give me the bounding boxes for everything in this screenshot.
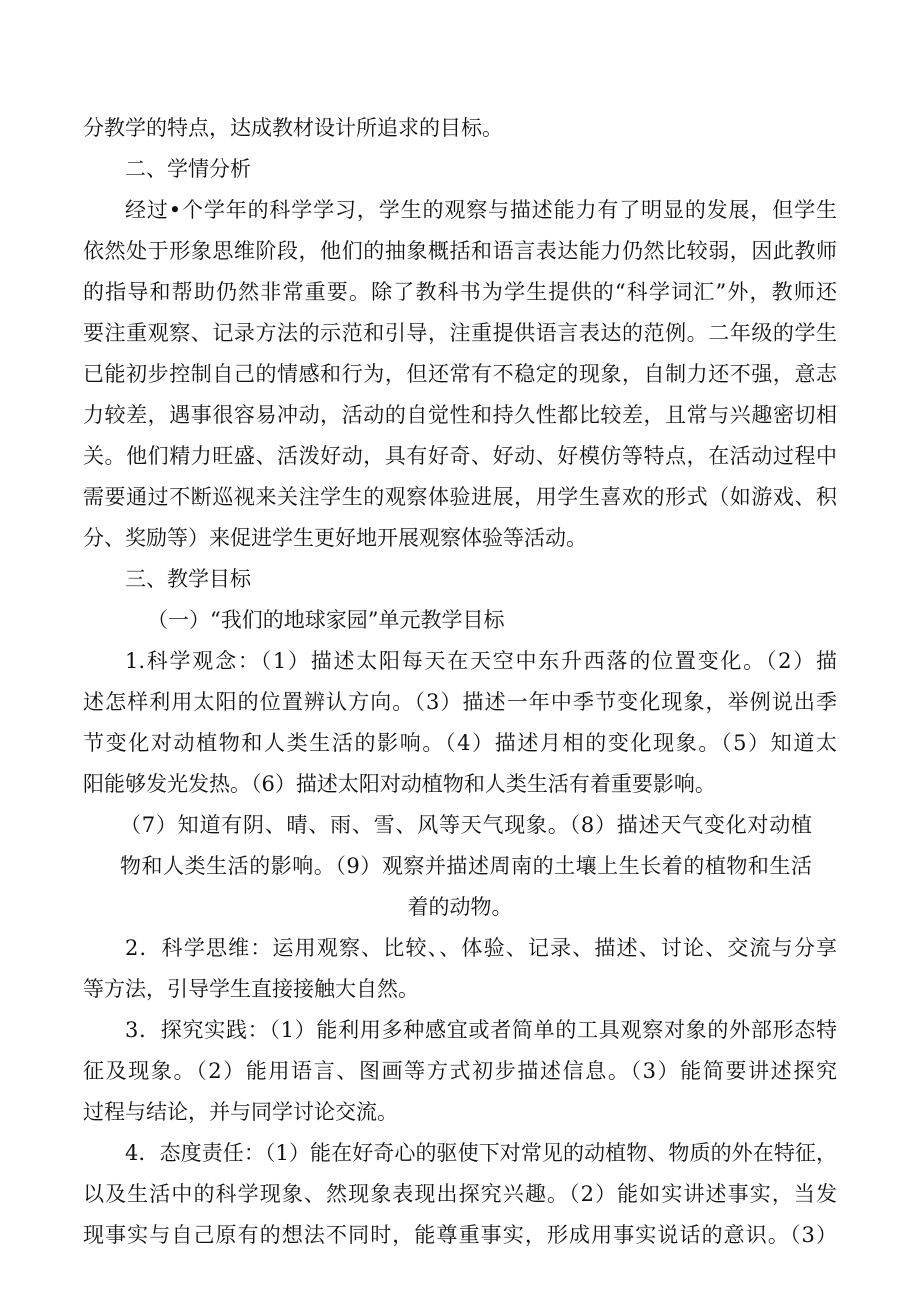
paragraph-line: 征及现象。（2）能用语言、图画等方式初步描述信息。（3）能简要讲述探究 (83, 1059, 837, 1083)
paragraph-line: 的指导和帮助仍然非常重要。除了教科书为学生提供的“科学词汇”外，教师还 (83, 280, 837, 304)
paragraph-line: 3．探究实践：（1）能利用多种感宜或者简单的工具观察对象的外部形态特 (125, 1018, 837, 1042)
paragraph-line: 节变化对动植物和人类生活的影响。（4）描述月相的变化现象。（5）知道太 (83, 731, 837, 755)
paragraph-line: （7）知道有阴、晴、雨、雪、风等天气现象。（8）描述天气变化对动植 (120, 813, 812, 837)
paragraph-line: 着的动物。 (407, 895, 513, 919)
paragraph-line: 现事实与自己原有的想法不同时，能尊重事实，形成用事实说话的意识。（3） (83, 1223, 837, 1247)
paragraph-line: 2．科学思维：运用观察、比较、、体验、记录、描述、讨论、交流与分享 (125, 936, 837, 960)
paragraph-line: 分、奖励等）来促进学生更好地开展观察体验等活动。 (83, 526, 587, 550)
paragraph-line: 经过•个学年的科学学习，学生的观察与描述能力有了明显的发展，但学生 (125, 198, 837, 222)
paragraph-line: 以及生活中的科学现象、然现象表现出探究兴趣。（2）能如实讲述事实，当发 (83, 1182, 837, 1206)
paragraph-line: 要注重观察、记录方法的示范和引导，注重提供语言表达的范例。二年级的学生 (83, 321, 837, 345)
paragraph-line: 1.科学观念：（1）描述太阳每天在天空中东升西落的位置变化。（2）描 (125, 649, 837, 673)
subsection-heading-unit-goals: （一）“我们的地球家园”单元教学目标 (147, 608, 505, 632)
paragraph-line: 等方法，引导学生直接接触大自然。 (83, 977, 419, 1001)
paragraph-line: 分教学的特点，达成教材设计所追求的目标。 (83, 116, 503, 140)
paragraph-line: 关。他们精力旺盛、活泼好动，具有好奇、好动、好模仿等特点，在活动过程中 (83, 444, 837, 468)
paragraph-line: 需要通过不断巡视来关注学生的观察体验进展，用学生喜欢的形式（如游戏、积 (83, 485, 837, 509)
paragraph-line: 过程与结论，并与同学讨论交流。 (83, 1100, 398, 1124)
paragraph-line: 力较差，遇事很容易冲动，活动的自觉性和持久性都比较差，且常与兴趣密切相 (83, 403, 837, 427)
paragraph-line: 述怎样利用太阳的位置辨认方向。（3）描述一年中季节变化现象，举例说出季 (83, 690, 837, 714)
paragraph-line: 阳能够发光发热。（6）描述太阳对动植物和人类生活有着重要影响。 (83, 772, 716, 796)
paragraph-line: 物和人类生活的影响。（9）观察并描述周南的土壤上生长着的植物和生活 (120, 854, 812, 878)
section-heading-teaching-goals: 三、教学目标 (125, 567, 251, 591)
paragraph-line: 已能初步控制自己的情感和行为，但还常有不稳定的现象，自制力还不强，意志 (83, 362, 837, 386)
section-heading-student-analysis: 二、学情分析 (125, 157, 251, 181)
paragraph-line: 依然处于形象思维阶段，他们的抽象概括和语言表达能力仍然比较弱，因此教师 (83, 239, 837, 263)
paragraph-line: 4．态度责任：（1）能在好奇心的驱使下对常见的动植物、物质的外在特征， (125, 1141, 837, 1165)
